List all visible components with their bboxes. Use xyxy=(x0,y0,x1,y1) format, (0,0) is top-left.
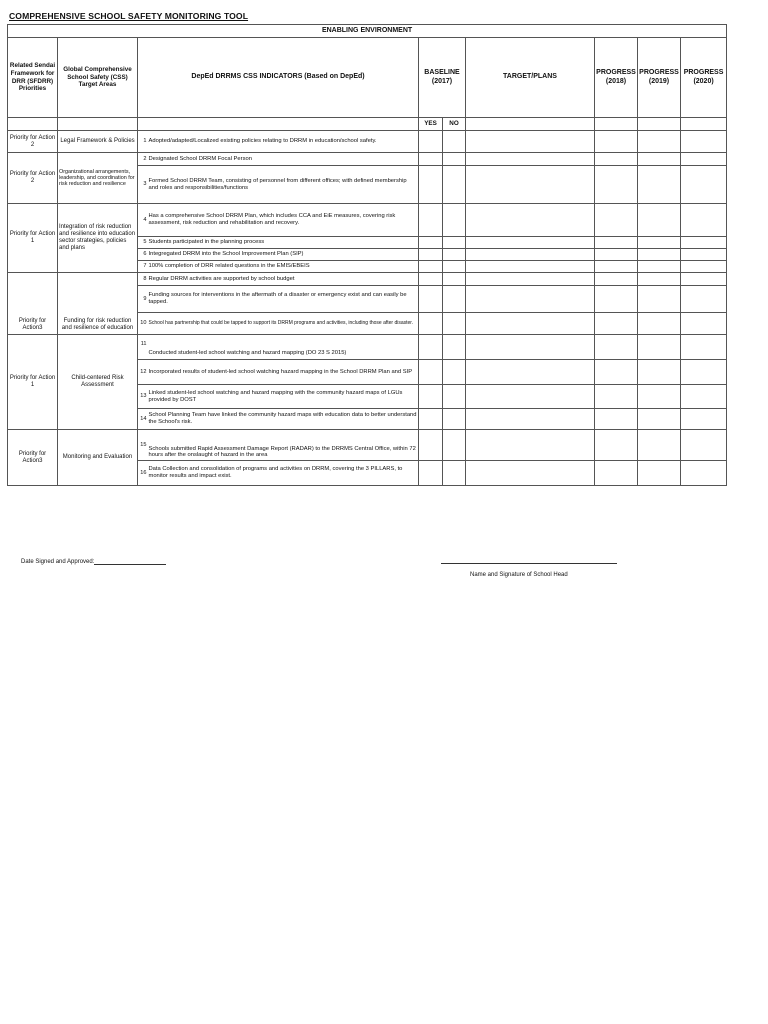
progress-2019-cell[interactable] xyxy=(638,273,681,286)
progress-2020-cell[interactable] xyxy=(681,204,727,237)
progress-2019-cell[interactable] xyxy=(638,237,681,249)
indicator-text: Regular DRRM activities are supported by school budget xyxy=(148,273,419,286)
no-cell[interactable] xyxy=(443,166,466,204)
empty-cell xyxy=(138,118,419,131)
empty-cell xyxy=(681,118,727,131)
progress-2019-cell[interactable] xyxy=(638,461,681,486)
progress-2019-cell[interactable] xyxy=(638,313,681,335)
no-cell[interactable] xyxy=(443,430,466,461)
progress-2020-cell[interactable] xyxy=(681,461,727,486)
target-area-cell: Integration of risk reduction and resilience into education sector strategies, policies and plans xyxy=(58,204,138,273)
progress-2018-cell[interactable] xyxy=(595,313,638,335)
progress-2020-cell[interactable] xyxy=(681,409,727,430)
no-cell[interactable] xyxy=(443,286,466,313)
indicator-text: Incorporated results of student-led school watching hazard mapping in the School DRRM Plan and SIP xyxy=(148,360,419,385)
progress-2018-cell[interactable] xyxy=(595,204,638,237)
yes-cell[interactable] xyxy=(419,286,443,313)
subheader-row xyxy=(8,118,727,131)
priority-cell: Priority for Action3 xyxy=(8,430,58,486)
target-cell[interactable] xyxy=(466,335,595,360)
yes-cell[interactable] xyxy=(419,204,443,237)
indicator-text: Adopted/adapted/Localized existing policies relating to DRRM in education/school safety. xyxy=(148,131,419,153)
progress-2019-cell[interactable] xyxy=(638,166,681,204)
progress-2018-cell[interactable] xyxy=(595,430,638,461)
indicator-number: 13 xyxy=(138,385,148,409)
progress-2018-cell[interactable] xyxy=(595,273,638,286)
progress-2019-cell[interactable] xyxy=(638,409,681,430)
target-cell[interactable] xyxy=(466,385,595,409)
progress-2020-cell[interactable] xyxy=(681,153,727,166)
progress-2018-cell[interactable] xyxy=(595,131,638,153)
empty-cell xyxy=(466,118,595,131)
document-title: COMPREHENSIVE SCHOOL SAFETY MONITORING TOOL xyxy=(9,11,249,21)
indicator-text: Students participated in the planning process xyxy=(148,237,419,249)
target-area-cell: Organizational arrangements, leadership, and coordination for risk reduction and resilience xyxy=(58,153,138,204)
no-cell[interactable] xyxy=(443,204,466,237)
yes-cell[interactable] xyxy=(419,249,443,261)
progress-2020-cell[interactable] xyxy=(681,430,727,461)
yes-cell[interactable] xyxy=(419,430,443,461)
priority-cell: Priority for Action 1 xyxy=(8,204,58,273)
signature-line[interactable] xyxy=(441,563,617,564)
indicator-text: Formed School DRRM Team, consisting of personnel from different offices; with defined membership and roles and responsibilities/functions xyxy=(148,166,419,204)
target-cell[interactable] xyxy=(466,286,595,313)
progress-2018-cell[interactable] xyxy=(595,249,638,261)
table-row xyxy=(8,273,727,286)
progress-2018-cell[interactable] xyxy=(595,261,638,273)
indicator-text: Schools submitted Rapid Assessment Damage Report (RADAR) to the DRRMS Central Office, within 72 hours after the onslaught of hazard in the area xyxy=(148,430,419,461)
progress-2019-cell[interactable] xyxy=(638,249,681,261)
no-cell[interactable] xyxy=(443,360,466,385)
indicator-number: 1 xyxy=(138,131,148,153)
indicator-number: 2 xyxy=(138,153,148,166)
target-cell[interactable] xyxy=(466,261,595,273)
target-cell[interactable] xyxy=(466,204,595,237)
progress-2020-cell[interactable] xyxy=(681,335,727,360)
priority-cell: Priority for Action3 xyxy=(8,273,58,335)
priority-cell: Priority for Action 1 xyxy=(8,335,58,430)
progress-2019-cell[interactable] xyxy=(638,131,681,153)
indicator-number: 6 xyxy=(138,249,148,261)
target-cell[interactable] xyxy=(466,131,595,153)
yes-cell[interactable] xyxy=(419,409,443,430)
target-area-cell: Legal Framework & Policies xyxy=(58,131,138,153)
target-area-cell: Monitoring and Evaluation xyxy=(58,430,138,486)
no-cell[interactable] xyxy=(443,261,466,273)
date-signed-field xyxy=(21,557,166,565)
date-signed-line[interactable] xyxy=(94,557,166,565)
yes-cell[interactable] xyxy=(419,335,443,360)
target-cell[interactable] xyxy=(466,430,595,461)
header-target: TARGET/PLANS xyxy=(466,38,595,118)
progress-2018-cell[interactable] xyxy=(595,360,638,385)
indicator-text: Has a comprehensive School DRRM Plan, which includes CCA and EiE measures, covering risk assessment, risk reduction and rehabilitation and recovery. xyxy=(148,204,419,237)
progress-2019-cell[interactable] xyxy=(638,286,681,313)
indicator-number: 3 xyxy=(138,166,148,204)
progress-2020-cell[interactable] xyxy=(681,360,727,385)
yes-cell[interactable] xyxy=(419,385,443,409)
yes-cell[interactable] xyxy=(419,166,443,204)
progress-2019-cell[interactable] xyxy=(638,385,681,409)
indicator-text: Linked student-led school watching and hazard mapping with the community hazard maps of LGUs provided by DOST xyxy=(148,385,419,409)
section-row xyxy=(8,25,727,38)
target-area-cell: Child-centered Risk Assessment xyxy=(58,335,138,430)
progress-2019-cell[interactable] xyxy=(638,204,681,237)
progress-2020-cell[interactable] xyxy=(681,237,727,249)
no-cell[interactable] xyxy=(443,313,466,335)
progress-2020-cell[interactable] xyxy=(681,273,727,286)
indicator-number: 4 xyxy=(138,204,148,237)
target-cell[interactable] xyxy=(466,360,595,385)
yes-cell[interactable] xyxy=(419,131,443,153)
header-sendai: Related Sendai Framework for DRR (SFDRR) Priorities xyxy=(8,38,58,118)
progress-2018-cell[interactable] xyxy=(595,461,638,486)
target-cell[interactable] xyxy=(466,166,595,204)
indicator-number: 14 xyxy=(138,409,148,430)
indicator-text: Data Collection and consolidation of programs and activities on DRRM, covering the 3 PILLARS, to monitor results and impact exist. xyxy=(148,461,419,486)
no-cell[interactable] xyxy=(443,273,466,286)
no-cell[interactable] xyxy=(443,385,466,409)
indicator-number: 7 xyxy=(138,261,148,273)
progress-2020-cell[interactable] xyxy=(681,385,727,409)
progress-2018-cell[interactable] xyxy=(595,385,638,409)
empty-cell xyxy=(595,118,638,131)
indicator-number: 10 xyxy=(138,313,148,335)
progress-2018-cell[interactable] xyxy=(595,153,638,166)
header-no: NO xyxy=(443,118,466,131)
indicator-text: Funding sources for interventions in the aftermath of a disaster or emergency exist and can easily be tapped. xyxy=(148,286,419,313)
target-cell[interactable] xyxy=(466,273,595,286)
no-cell[interactable] xyxy=(443,249,466,261)
progress-2018-cell[interactable] xyxy=(595,237,638,249)
table-row xyxy=(8,430,727,461)
yes-cell[interactable] xyxy=(419,461,443,486)
progress-2018-cell[interactable] xyxy=(595,409,638,430)
empty-cell xyxy=(58,118,138,131)
progress-2019-cell[interactable] xyxy=(638,430,681,461)
target-cell[interactable] xyxy=(466,249,595,261)
indicator-number: 15 xyxy=(138,430,148,461)
progress-2019-cell[interactable] xyxy=(638,335,681,360)
header-yes: YES xyxy=(419,118,443,131)
indicator-text: School Planning Team have linked the community hazard maps with education data to better understand the School's risk. xyxy=(148,409,419,430)
no-cell[interactable] xyxy=(443,237,466,249)
target-cell[interactable] xyxy=(466,153,595,166)
priority-cell: Priority for Action 2 xyxy=(8,153,58,204)
header-progress-2019: PROGRESS (2019) xyxy=(638,38,681,118)
no-cell[interactable] xyxy=(443,131,466,153)
indicator-number: 9 xyxy=(138,286,148,313)
progress-2020-cell[interactable] xyxy=(681,249,727,261)
yes-cell[interactable] xyxy=(419,237,443,249)
yes-cell[interactable] xyxy=(419,360,443,385)
empty-cell xyxy=(8,118,58,131)
table-row xyxy=(8,335,727,360)
empty-cell xyxy=(638,118,681,131)
header-row xyxy=(8,38,727,118)
monitoring-table xyxy=(7,24,727,486)
progress-2019-cell[interactable] xyxy=(638,153,681,166)
no-cell[interactable] xyxy=(443,409,466,430)
no-cell[interactable] xyxy=(443,461,466,486)
priority-cell: Priority for Action 2 xyxy=(8,131,58,153)
indicator-number: 11 xyxy=(138,335,148,360)
header-indicators: DepEd DRRMS CSS INDICATORS (Based on DepEd) xyxy=(138,38,419,118)
progress-2020-cell[interactable] xyxy=(681,286,727,313)
progress-2018-cell[interactable] xyxy=(595,335,638,360)
yes-cell[interactable] xyxy=(419,153,443,166)
indicator-number: 5 xyxy=(138,237,148,249)
progress-2020-cell[interactable] xyxy=(681,313,727,335)
indicator-text: Designated School DRRM Focal Person xyxy=(148,153,419,166)
yes-cell[interactable] xyxy=(419,261,443,273)
indicator-number: 8 xyxy=(138,273,148,286)
table-row xyxy=(8,153,727,166)
signature-label: Name and Signature of School Head xyxy=(470,572,568,578)
progress-2020-cell[interactable] xyxy=(681,166,727,204)
target-cell[interactable] xyxy=(466,237,595,249)
target-cell[interactable] xyxy=(466,461,595,486)
target-cell[interactable] xyxy=(466,313,595,335)
target-area-cell: Funding for risk reduction and resilience of education xyxy=(58,273,138,335)
indicator-text: Conducted student-led school watching and hazard mapping (DO 23 S 2015) xyxy=(148,335,419,360)
progress-2018-cell[interactable] xyxy=(595,286,638,313)
yes-cell[interactable] xyxy=(419,273,443,286)
target-cell[interactable] xyxy=(466,409,595,430)
progress-2020-cell[interactable] xyxy=(681,261,727,273)
indicator-number: 12 xyxy=(138,360,148,385)
progress-2020-cell[interactable] xyxy=(681,131,727,153)
progress-2018-cell[interactable] xyxy=(595,166,638,204)
yes-cell[interactable] xyxy=(419,313,443,335)
header-progress-2020: PROGRESS (2020) xyxy=(681,38,727,118)
header-progress-2018: PROGRESS (2018) xyxy=(595,38,638,118)
indicator-text: School has partnership that could be tapped to support its DRRM programs and activities, including those after disaster. xyxy=(148,313,419,335)
indicator-text: Integregated DRRM into the School Improvement Plan (SIP) xyxy=(148,249,419,261)
header-global-css: Global Comprehensive School Safety (CSS) Target Areas xyxy=(58,38,138,118)
table-row xyxy=(8,131,727,153)
no-cell[interactable] xyxy=(443,153,466,166)
indicator-text: 100% completion of DRR related questions in the EMIS/EBEIS xyxy=(148,261,419,273)
section-title: ENABLING ENVIRONMENT xyxy=(8,25,727,38)
progress-2019-cell[interactable] xyxy=(638,360,681,385)
date-signed-label: Date Signed and Approved: xyxy=(21,559,95,565)
progress-2019-cell[interactable] xyxy=(638,261,681,273)
header-baseline: BASELINE (2017) xyxy=(419,38,466,118)
no-cell[interactable] xyxy=(443,335,466,360)
indicator-number: 16 xyxy=(138,461,148,486)
table-row xyxy=(8,204,727,237)
